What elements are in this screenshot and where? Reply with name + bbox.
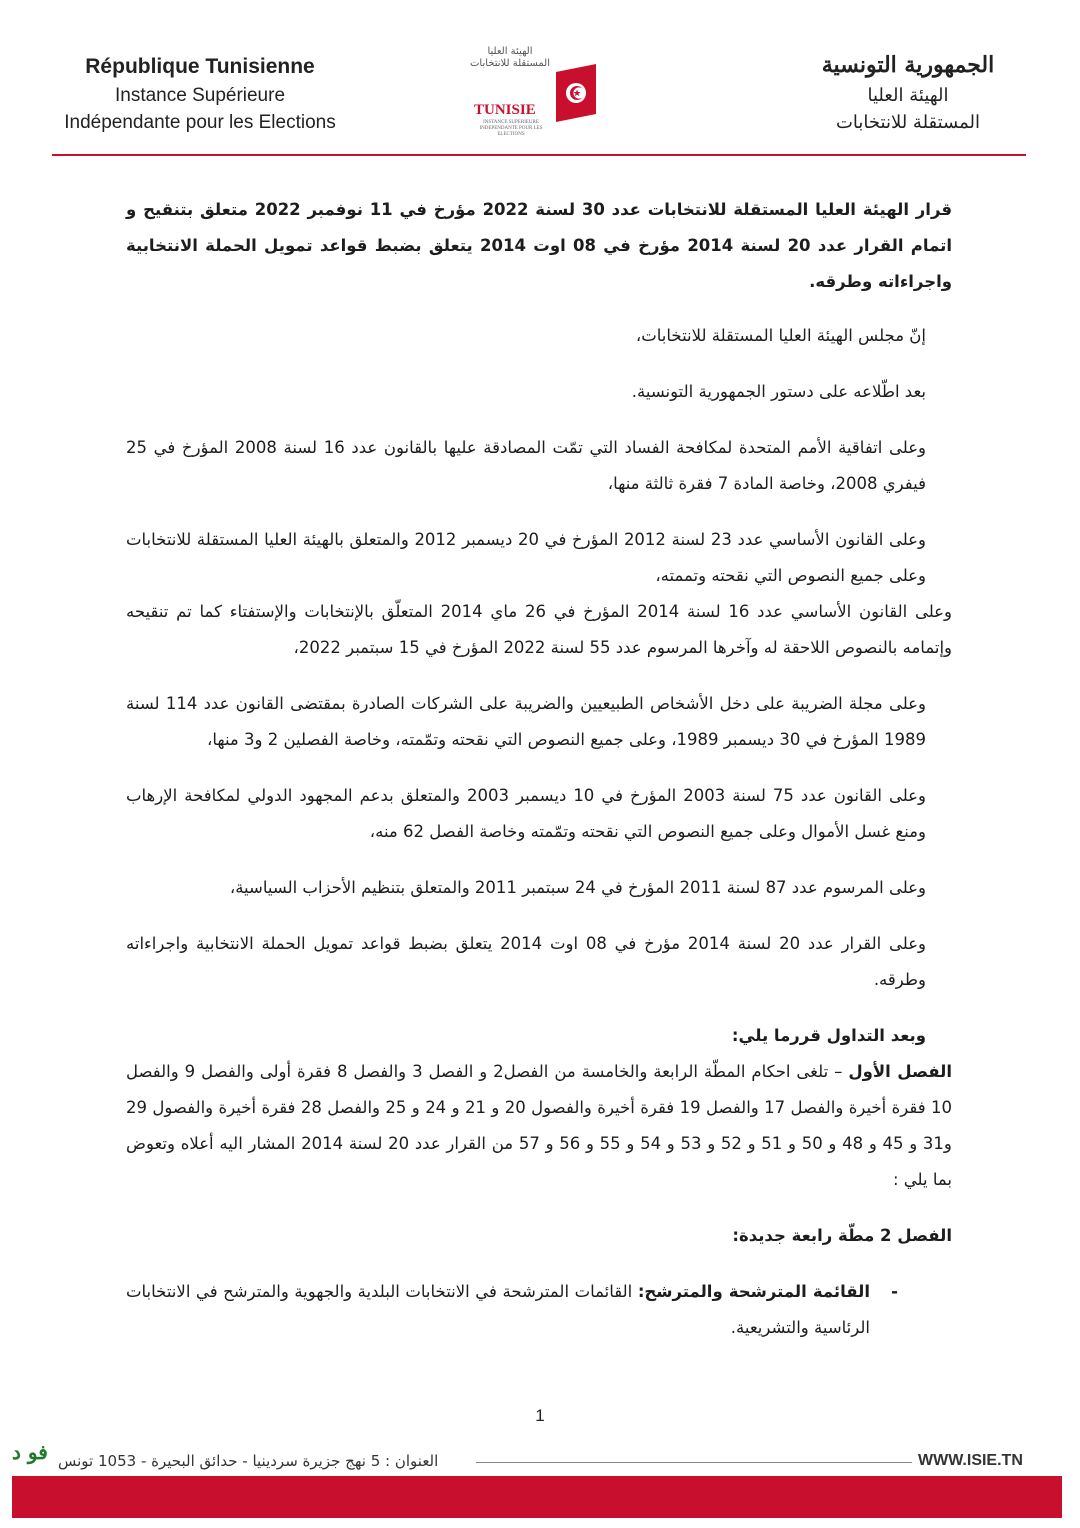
footer (0, 1440, 1080, 1528)
article-1-text: – تلغى احكام المطّة الرابعة والخامسة من الفصل2 و الفصل 3 والفصل 8 فقرة أولى والفصل 9 والفصل 10 فقرة أخيرة والفصل 17 والفصل 19 فقرة أخيرة والفصول 20 و 21 و 24 و 25 والفصل 28 فقرة أخيرة والفصول 29 و31 و 45 و 48 و 50 و 51 و 52 و 53 و 54 و 55 و 56 و 57 من القرار عدد 20 لسنة 2014 المشار اليه أعلاه وتعوض بما يلي : (126, 1062, 952, 1189)
article-2-heading: الفصل 2 مطّة رابعة جديدة: (732, 1226, 952, 1245)
paragraph-constitution: بعد اطّلاعه على دستور الجمهورية التونسية. (631, 382, 926, 401)
paragraph-decree-87-2011: وعلى المرسوم عدد 87 لسنة 2011 المؤرخ في 24 سبتمبر 2011 والمتعلق بتنظيم الأحزاب السياسية، (229, 878, 926, 897)
instance-name-ar-2: المستقلة للانتخابات (835, 112, 981, 133)
paragraph-tax-code: وعلى مجلة الضريبة على دخل الأشخاص الطبيعيين والضريبة على الشركات الصادرة بمقتضى القانون عدد 114 لسنة 1989 المؤرخ في 30 ديسمبر 1989، وعلى جميع النصوص التي نقحته وتمّمته، وخاصة الفصلين 2 و3 منها، (126, 694, 926, 749)
logo-small-text: INSTANCE SUPERIEURE INDEPENDANTE POUR LES ELECTIONS (479, 120, 543, 137)
list-item (126, 1274, 952, 1346)
logo-tun: TUN (474, 102, 506, 118)
logo-isie: ISIE (505, 102, 536, 118)
footer-divider (476, 1462, 912, 1463)
isie-logo (470, 44, 610, 140)
instance-name-fr-1: Instance Supérieure (114, 85, 286, 106)
paragraph-decision-20-2014: وعلى القرار عدد 20 لسنة 2014 مؤرخ في 08 اوت 2014 يتعلق بضبط قواعد تمويل الحملة الانتخابية واجراءاته وطرقه. (126, 934, 927, 989)
article-1 (126, 1054, 952, 1198)
article-1-label: الفصل الأول (848, 1062, 952, 1081)
logo-arabic-text: الهيئة العليا المستقلة للانتخابات (469, 46, 550, 69)
republic-name-fr: République Tunisienne (85, 55, 315, 78)
document-body (126, 192, 952, 1346)
letterhead (0, 0, 1080, 160)
footer-website: WWW.ISIE.TN (918, 1452, 1023, 1469)
page-number: 1 (535, 1406, 545, 1425)
footer-red-band (12, 1476, 1062, 1518)
letterhead-french (40, 52, 360, 136)
paragraph-council: إنّ مجلس الهيئة العليا المستقلة للانتخابات، (635, 326, 926, 345)
paragraph-law-16-2014: وعلى القانون الأساسي عدد 16 لسنة 2014 المؤرخ في 26 ماي 2014 المتعلّق بالإنتخابات والإستفتاء كما تم تنقيحه وإتمامه بالنصوص اللاحقة له وآخرها المرسوم عدد 55 لسنة 2022 المؤرخ في 15 سبتمبر 2022، (126, 602, 952, 657)
bullet-text: القائمات المترشحة في الانتخابات البلدية والجهوية والمترشح في الانتخابات الرئاسية والتشريعية. (126, 1282, 870, 1337)
handwritten-initials: فو د (12, 1440, 48, 1464)
instance-name-fr-2: Indépendante pour les Elections (64, 112, 336, 133)
logo-tunisie-text (474, 102, 536, 119)
instance-name-ar-1: الهيئة العليا (867, 85, 949, 106)
bullet-dash: - (891, 1282, 898, 1301)
paragraph-law-23-2012: وعلى القانون الأساسي عدد 23 لسنة 2012 المؤرخ في 20 ديسمبر 2012 والمتعلق بالهيئة العليا المستقلة للانتخابات وعلى جميع النصوص التي نقحته وتممته، (126, 530, 926, 585)
paragraph-law-75-2003: وعلى القانون عدد 75 لسنة 2003 المؤرخ في 10 ديسمبر 2003 والمتعلق بدعم المجهود الدولي لمكافحة الإرهاب ومنع غسل الأموال وعلى جميع النصوص التي نقحته وتمّمته وخاصة الفصل 62 منه، (126, 786, 926, 841)
decision-title: قرار الهيئة العليا المستقلة للانتخابات عدد 30 لسنة 2022 مؤرخ في 11 نوفمبر 2022 متعلق بتنقيح و اتمام القرار عدد 20 لسنة 2014 مؤرخ في 08 اوت 2014 يتعلق بضبط قواعد تمويل الحملة الانتخابية واجراءاته وطرقه. (126, 200, 953, 291)
republic-name-ar: الجمهورية التونسية (821, 52, 995, 78)
tunisian-flag-icon (550, 64, 600, 122)
bullet-label: القائمة المترشحة والمترشح: (637, 1282, 870, 1301)
deliberation-heading: وبعد التداول قررما يلي: (731, 1026, 926, 1045)
header-divider (52, 154, 1026, 156)
footer-address: العنوان : 5 نهج جزيرة سردينيا - حدائق البحيرة - 1053 تونس (58, 1452, 439, 1470)
paragraph-un-convention: وعلى اتفاقية الأمم المتحدة لمكافحة الفساد التي تمّت المصادقة عليها بالقانون عدد 16 لسنة 2008 المؤرخ في 25 فيفري 2008، وخاصة المادة 7 فقرة ثالثة منها، (126, 438, 927, 493)
letterhead-arabic (788, 48, 1028, 136)
